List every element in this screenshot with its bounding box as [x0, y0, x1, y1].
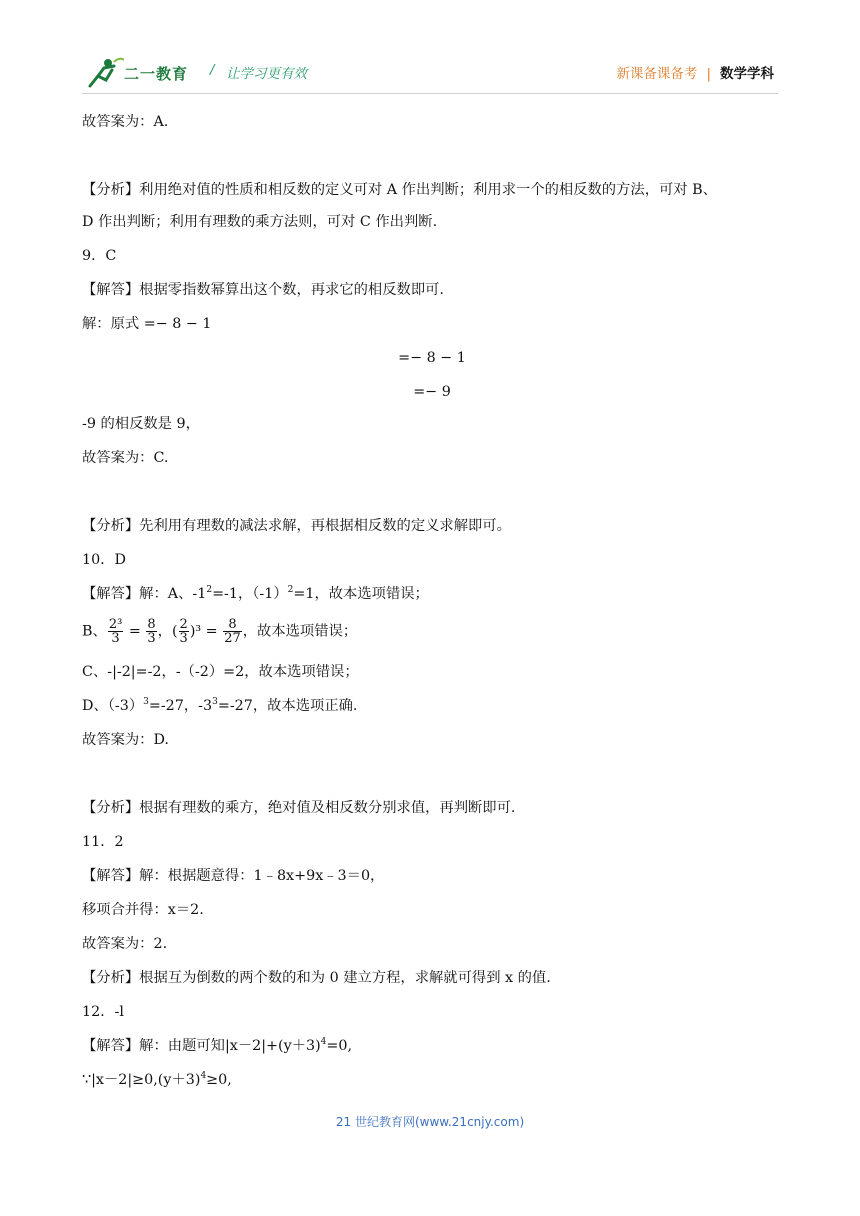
- page-footer: 21 世纪教育网(www.21cnjy.com): [335, 1115, 525, 1129]
- question-number: 9．C: [82, 248, 117, 264]
- superscript: 4: [320, 1037, 327, 1047]
- fraction: $\frac{\text{2³}}{3}$: [108, 617, 123, 646]
- header-divider: [82, 93, 778, 94]
- text-line: D 作出判断；利用有理数的乘方法则，可对 C 作出判断.: [82, 214, 438, 230]
- math-line: 解：原式 =− 8 − 1: [82, 316, 212, 332]
- fraction: $\frac{8}{27}$: [224, 617, 241, 646]
- text-segment: =-1，（-1）: [212, 586, 288, 602]
- logo: [84, 56, 204, 90]
- text-line: [82, 696, 357, 716]
- logo-text: 二一教育: [124, 65, 189, 83]
- text-line: 故答案为：D.: [82, 732, 169, 748]
- text-segment: =1，故本选项错误；: [293, 586, 429, 602]
- math-line: =− 9: [413, 384, 451, 400]
- slogan: 让学习更有效: [226, 66, 307, 82]
- fraction: $\frac{2}{3}$: [179, 617, 188, 646]
- text-line: -9 的相反数是 9，: [82, 416, 200, 432]
- superscript: 4: [200, 1071, 207, 1081]
- text-segment: 【解答】解：A、-1: [82, 586, 207, 602]
- superscript: 2: [287, 585, 294, 595]
- text-segment: 【解答】解：由题可知|x－2|+(y＋3): [82, 1038, 321, 1054]
- text-segment: ，(: [157, 623, 178, 640]
- math-line: =− 8 − 1: [398, 350, 466, 366]
- text-segment: ，故本选项错误；: [242, 623, 358, 640]
- slogan-slash: /: [210, 63, 215, 78]
- text-segment: =-27，-3: [148, 698, 213, 714]
- header-right: [616, 62, 774, 82]
- text-segment: )³ =: [189, 623, 223, 640]
- text-line: [82, 1070, 232, 1090]
- question-number: 11．2: [82, 834, 124, 850]
- question-number: 12．-l: [82, 1004, 124, 1020]
- text-line: 【分析】利用绝对值的性质和相反数的定义可对 A 作出判断；利用求一个的相反数的方法，可对 B、: [82, 182, 717, 198]
- text-line: [82, 584, 429, 604]
- text-segment: B、: [82, 623, 107, 640]
- page-header: [0, 0, 860, 92]
- text-segment: =: [124, 623, 146, 640]
- fraction: $\frac{8}{3}$: [147, 617, 156, 646]
- text-line: 【分析】根据有理数的乘方，绝对值及相反数分别求值，再判断即可.: [82, 800, 516, 816]
- text-segment: =-27，故本选项正确.: [217, 698, 358, 714]
- text-line: [82, 1036, 352, 1056]
- math-line: [82, 618, 357, 645]
- superscript: 3: [212, 697, 218, 707]
- header-course-label: 新课备课备考: [616, 66, 698, 82]
- text-segment: ∵|x－2|≥0,(y＋3): [82, 1072, 201, 1088]
- text-line: 【解答】解：根据题意得：1﹣8x+9x﹣3＝0，: [82, 868, 385, 884]
- header-separator: |: [706, 66, 711, 82]
- runner-logo-icon: [84, 56, 124, 90]
- text-segment: ≥0,: [206, 1072, 232, 1088]
- text-line: 移项合并得：x＝2.: [82, 902, 204, 918]
- text-segment: =0,: [326, 1038, 353, 1054]
- text-line: 【分析】根据互为倒数的两个数的和为 0 建立方程，求解就可得到 x 的值.: [82, 970, 551, 986]
- text-line: 【分析】先利用有理数的减法求解，再根据相反数的定义求解即可。: [82, 518, 511, 534]
- superscript: 3: [143, 697, 149, 707]
- text-line: 【解答】根据零指数幂算出这个数，再求它的相反数即可.: [82, 282, 444, 298]
- superscript: 2: [206, 585, 213, 595]
- question-number: 10．D: [82, 552, 126, 568]
- text-line: 故答案为：A.: [82, 114, 169, 130]
- header-subject-label: 数学学科: [720, 66, 774, 82]
- text-line: 故答案为：2.: [82, 936, 168, 952]
- text-segment: D、（-3）: [82, 698, 144, 714]
- text-line: 故答案为：C.: [82, 450, 169, 466]
- text-line: C、-|-2|=-2，-（-2）=2，故本选项错误；: [82, 664, 359, 680]
